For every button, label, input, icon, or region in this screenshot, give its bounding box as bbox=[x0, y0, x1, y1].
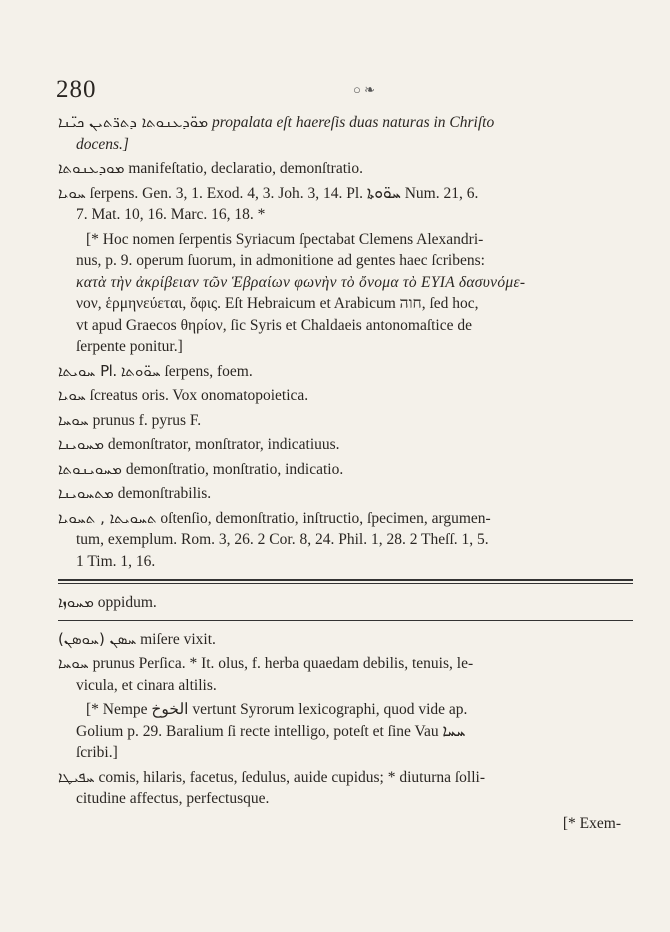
syriac-headword: ܡܬܚܘܝܢܐ bbox=[58, 484, 114, 502]
note-line-greek: κατὰ τὴν ἀκρίβειαν τῶν Ἑβραίων φωνὴν τὸ ὄνομα τὸ ΕΥΙΑ δασυνόμε- bbox=[76, 273, 526, 291]
note-line: [* Hoc nomen ſerpentis Syriacum ſpectabat Clemens Alexandri- bbox=[86, 230, 484, 248]
syriac-headword: ܚܘܚܐ bbox=[58, 410, 89, 429]
entry-comis bbox=[58, 767, 633, 810]
entry-serpens-foem bbox=[58, 361, 633, 383]
entry-text: ſerpens. Gen. 3, 1. Exod. 4, 3. Joh. 3, 14. Pl. ܚܘ̈ܘܬܐ Num. 21, 6. bbox=[89, 184, 479, 202]
syriac-headword: (ܚܘܣܢ) ܚܣܢ bbox=[58, 629, 137, 648]
syriac-headword: ܚܘܝܬܐ Pl. ܚܘ̈ܘܬܐ bbox=[58, 361, 161, 380]
section-divider bbox=[58, 620, 633, 621]
entry-demonstrator bbox=[58, 434, 633, 456]
entry-text: citudine affectus, perfectusque. bbox=[76, 790, 270, 807]
entry-prunus bbox=[58, 410, 633, 432]
entry-text: 7. Mat. 10, 16. Marc. 16, 18. * bbox=[76, 206, 266, 223]
entry-text: vicula, et cinara altilis. bbox=[76, 676, 217, 694]
entry-text: demonſtrator, monſtrator, indicatiuus. bbox=[107, 436, 340, 453]
syriac-headword: ܡܚܘܙܐ bbox=[58, 593, 94, 611]
note-line: nus, p. 9. operum ſuorum, in admonitione ad gentes haec ſcribens: bbox=[76, 252, 485, 269]
entry-demonstratio bbox=[58, 459, 633, 481]
entry-text: demonſtratio, monſtratio, indicatio. bbox=[125, 460, 344, 478]
syriac-headword: ܚܦܝܛܐ bbox=[58, 767, 95, 786]
entry-text: prunus Perſica. * It. olus, f. herba quaedam debilis, tenuis, le- bbox=[92, 655, 474, 672]
note-line: [* Nempe الخوخ vertunt Syrorum lexicographi, quod vide ap. bbox=[86, 701, 468, 718]
entry-ostensio bbox=[58, 508, 633, 573]
syriac-headword: ܚܘܝܐ bbox=[58, 183, 86, 202]
entry-text: prunus f. pyrus F. bbox=[92, 411, 202, 429]
entry-prunus-persica bbox=[58, 653, 633, 696]
entry-text: oſtenſio, demonſtratio, inſtructio, ſpecimen, argumen- bbox=[160, 509, 491, 527]
entry-text: miſere vixit. bbox=[140, 630, 216, 648]
entry-oppidum bbox=[58, 592, 633, 614]
entry-text: demonſtrabilis. bbox=[117, 485, 212, 502]
entry-serpens bbox=[58, 183, 633, 226]
page-body bbox=[58, 112, 633, 834]
entry-misere bbox=[58, 629, 633, 651]
syriac-headword: ܡܚܘܝܢܐ bbox=[58, 435, 105, 453]
note-line: ſerpente ponitur.] bbox=[76, 338, 183, 355]
entry-text: ſcreatus oris. Vox onomatopoietica. bbox=[89, 387, 309, 404]
entry-text: propalata eſt haereſis duas naturas in Chriſto bbox=[212, 114, 495, 131]
syriac-headword: ܡܚܘܝܢܘܬܐ bbox=[58, 459, 122, 478]
note-line: νον, ἑρμηνεύεται, ὄφις. Eſt Hebraicum et Arabicum חוה, ſed hoc, bbox=[76, 295, 479, 312]
entry-propalata bbox=[58, 112, 633, 155]
entry-manifestatio bbox=[58, 158, 633, 180]
note-line: Golium p. 29. Baralium ſi recte intelligo, poteſt et ſine Vau ܚܚܐ bbox=[76, 722, 466, 740]
entry-demonstrabilis bbox=[58, 483, 633, 505]
syriac-headword: ܡܘ̈ܕܥܢܘܬܐ ܕܬܪ̈ܬܝܢ ܟܝ̈ܢܐ bbox=[58, 113, 209, 131]
entry-screatus bbox=[58, 385, 633, 407]
section-divider bbox=[58, 579, 633, 584]
syriac-headword: ܡܘܕܥܢܘܬܐ bbox=[58, 159, 125, 177]
entry-text: docens.] bbox=[76, 135, 129, 153]
syriac-headword: ܬܚܘܝܬܐ , ܬܚܘܝܐ bbox=[58, 508, 157, 527]
syriac-headword: ܚܘܚܐ bbox=[58, 654, 89, 672]
note-clemens bbox=[58, 229, 633, 358]
page-number: 280 bbox=[56, 76, 97, 103]
entry-text: oppidum. bbox=[97, 594, 157, 611]
catchword: [* Exem- bbox=[562, 814, 621, 832]
note-line: ſcribi.] bbox=[76, 744, 118, 761]
header-ornament: ○ ❧ bbox=[353, 82, 375, 97]
entry-text: ſerpens, foem. bbox=[164, 362, 253, 380]
entry-text: 1 Tim. 1, 16. bbox=[76, 552, 156, 570]
note-golium bbox=[58, 699, 633, 764]
note-line: vt apud Graecos θηρίον, ſic Syris et Chaldaeis antonomaſtice de bbox=[76, 316, 473, 334]
entry-text: comis, hilaris, facetus, ſedulus, auide cupidus; * diuturna ſolli- bbox=[98, 768, 486, 786]
entry-text: tum, exemplum. Rom. 3, 26. 2 Cor. 8, 24. Phil. 1, 28. 2 Theſſ. 1, 5. bbox=[76, 531, 489, 548]
entry-text: manifeſtatio, declaratio, demonſtratio. bbox=[128, 160, 363, 177]
syriac-headword: ܚܘܝܐ bbox=[58, 386, 86, 404]
